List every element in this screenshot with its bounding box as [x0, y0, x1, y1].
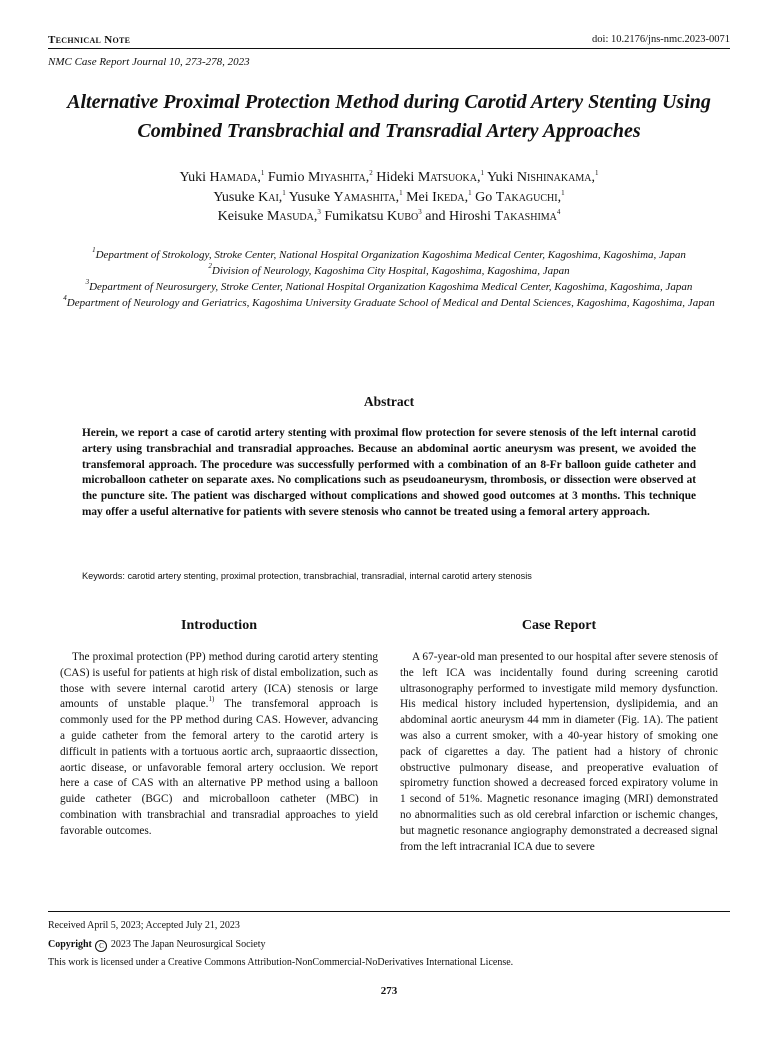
- affiliation-marker: 1: [399, 188, 403, 197]
- affiliation-marker: 3: [418, 208, 422, 216]
- author-name: Yusuke Yamashita,$^1$: [288, 188, 403, 205]
- author-name: Hideki Matsuoka,$^1$: [376, 169, 484, 185]
- header-rule: [48, 48, 730, 49]
- affiliation-number: 4: [63, 294, 67, 302]
- affiliation-list: [48, 247, 730, 311]
- introduction-heading: Introduction: [181, 618, 257, 633]
- affiliation-marker: 1: [594, 169, 599, 177]
- affiliation-item: $^4$Department of Neurology and Geriatrics, Kagoshima University Graduate School of Medical and Dental Sciences, Kagoshima, Kagoshima, Japan: [63, 294, 715, 309]
- affiliation-marker: 4: [556, 208, 561, 216]
- author-name: Mei Ikeda,$^1$: [406, 188, 472, 205]
- author-name: Yuki Hamada,$^1$: [179, 169, 265, 185]
- copyright-line: [48, 939, 266, 952]
- affiliation-marker: 1: [561, 188, 565, 197]
- abstract-heading: Abstract: [363, 394, 415, 409]
- affiliation-item: $^3$Department of Neurosurgery, Stroke Center, National Hospital Organization Kagoshima Medical Center, Kagoshima, Kagoshima, Japan: [85, 278, 693, 293]
- author-name: Fumikatsu Kubo$^3$: [324, 208, 422, 224]
- page-number: 273: [380, 985, 398, 997]
- author-name: Yuki Nishinakama,$^1$: [486, 169, 599, 185]
- affiliation-marker: 2: [369, 169, 373, 177]
- received-dates: Received April 5, 2023; Accepted July 21, 2023: [48, 920, 240, 931]
- affiliation-number: 2: [208, 262, 212, 270]
- intro-text-2: The transfemoral approach is commonly used for the PP method during CAS. However, advancing a guide catheter from the femoral artery to the carotid artery is difficult in patients with a tortuous aortic arch, supraaortic dissection, aortic disease, or unfavorable femoral artery occlusion. We report here a case of CAS with an alternative PP method using a balloon guide catheter (BGC) and microballoon catheter (MBC) in combination with transbrachial and transradial approaches to yield favorable outcomes.: [60, 698, 379, 837]
- affiliation-number: 3: [85, 278, 90, 286]
- affiliation-marker: 3: [317, 208, 321, 216]
- copyright-label: Copyright: [48, 939, 92, 950]
- license-text: This work is licensed under a Creative Commons Attribution-NonCommercial-NoDerivatives International License.: [48, 957, 514, 968]
- keywords: Keywords: carotid artery stenting, proximal protection, transbrachial, transradial, internal carotid artery stenosis: [82, 571, 532, 581]
- author-name: Keisuke Masuda,$^3$: [217, 208, 321, 224]
- footer-rule: [48, 911, 730, 912]
- copyright-icon: C: [95, 940, 107, 952]
- doi-link[interactable]: doi: 10.2176/jns-nmc.2023-0071: [592, 34, 730, 45]
- affiliation-item: $^2$Division of Neurology, Kagoshima City Hospital, Kagoshima, Kagoshima, Japan: [208, 262, 570, 277]
- author-name: Go Takaguchi,$^1$: [475, 188, 565, 205]
- journal-citation: NMC Case Report Journal 10, 273-278, 2023: [48, 56, 250, 68]
- case-report-text: A 67-year-old man presented to our hospital after severe stenosis of the left ICA was incidentally found during screening carotid ultrasonography performed to investigate mild memory dysfunction. His medical history included hypertension, dyslipidemia, and an abdominal aortic aneurysm 44 mm in diameter (Fig. 1A). The patient was also a current smoker, with a 40-year history of smoking one pack of cigarettes a day. The patient had a history of chronic obstructive pulmonary disease, and preoperative evaluation of spirometry function showed a decreased forced expiratory volume in 1 second of 51%. Magnetic resonance imaging (MRI) demonstrated no abnormalities such as old cerebral infarction or ischemic changes, but magnetic resonance angiography demonstrated a decreased signal from the left intracranial ICA due to severe: [400, 651, 718, 853]
- copyright-text: 2023 The Japan Neurosurgical Society: [110, 939, 266, 950]
- article-title: Alternative Proximal Protection Method during Carotid Artery Stenting Using Combined Transbrachial and Transradial Artery Approaches: [67, 91, 711, 142]
- affiliation-marker: 1: [282, 188, 286, 197]
- section-label: Technical Note: [48, 34, 131, 46]
- affiliation-number: 1: [92, 246, 96, 254]
- case-report-heading: Case Report: [521, 618, 597, 633]
- author-name: Yusuke Kai,$^1$: [213, 188, 286, 205]
- author-list: Yuki Hamada,$^1$ Fumio Miyashita,$^2$ Hideki Matsuoka,$^1$ Yuki Nishinakama,$^1$ Yusuke Kai,$^1$ Yusuke Yamashita,$^1$ Mei Ikeda,$^1$ Go Takaguchi,$^1$ Keisuke Masuda,$^3$ Fumikatsu Kubo$^3$ and Hiroshi Takashima$^4$: [179, 169, 599, 224]
- introduction-body: [60, 650, 378, 840]
- affiliation-marker: 1: [480, 169, 484, 177]
- reference-link[interactable]: 1): [208, 695, 215, 704]
- affiliation-marker: 1: [468, 188, 472, 197]
- affiliation-item: $^1$Department of Strokology, Stroke Center, National Hospital Organization Kagoshima Medical Center, Kagoshima, Kagoshima, Japan: [92, 246, 686, 261]
- affiliation-marker: 1: [260, 169, 265, 177]
- abstract-text: Herein, we report a case of carotid artery stenting with proximal flow protection for severe stenosis of the left internal carotid artery using transbrachial and transradial approaches. Because an abdominal aortic aneurysm was present, we avoided the transfemoral approach. The procedure was successfully performed with a combination of an 8-Fr balloon guide catheter and microballoon catheter on separate axes. No complications such as pseudoaneurysm, thrombosis, or dissection were observed at the puncture site. The patient was discharged without complications and showed good outcomes at 3 months. This technique may offer a useful alternative for patients with severe stenosis who cannot be treated using a femoral artery approach.: [82, 427, 696, 518]
- intro-text-1: The proximal protection (PP) method during carotid artery stenting (CAS) is useful for patients at high risk of distal embolization, such as those with severe internal carotid artery (ICA) stenosis or large amounts of unstable plaque.: [60, 651, 378, 711]
- author-name: Fumio Miyashita,$^2$: [267, 169, 373, 185]
- case-report-body: [400, 650, 718, 855]
- author-name: Hiroshi Takashima$^4$: [448, 208, 561, 224]
